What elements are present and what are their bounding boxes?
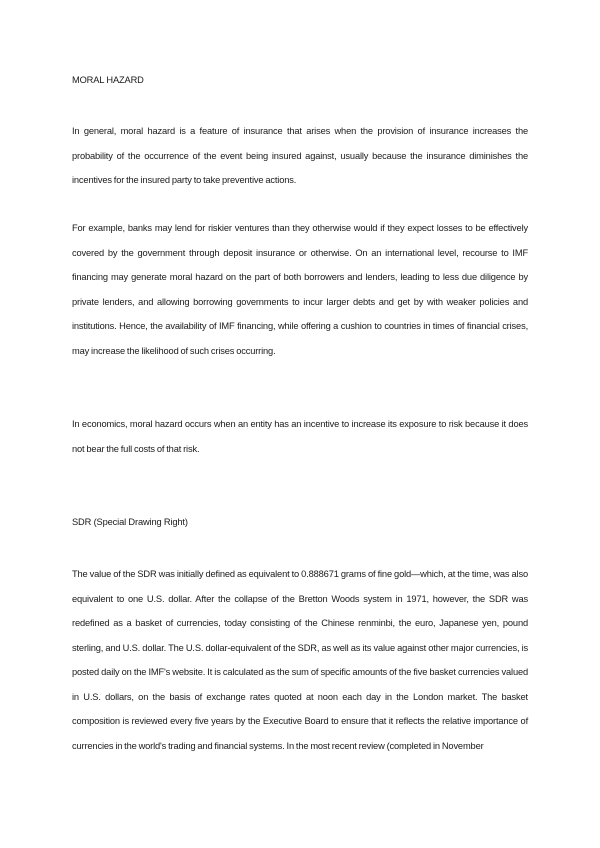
section-heading-sdr: SDR (Special Drawing Right) bbox=[72, 517, 188, 527]
paragraph-sdr-value: The value of the SDR was initially defined as equivalent to 0.888671 grams of fine gold—which, at the time, was also equivalent to one U.S. dollar. After the collapse of the Bretton Woods system in 1971, however, the SDR was redefined as a basket of currencies, today consisting of the Chinese renminbi, the euro, Japanese yen, pound sterling, and U.S. dollar. The U.S. dollar-equivalent of the SDR, as well as its value against other major currencies, is posted daily on the IMF's website. It is calculated as the sum of specific amounts of the five basket currencies valued in U.S. dollars, on the basis of exchange rates quoted at noon each day in the London market. The basket composition is reviewed every five years by the Executive Board to ensure that it reflects the relative importance of currencies in the world's trading and financial systems. In the most recent review (completed in November bbox=[72, 569, 528, 751]
paragraph-moral-hazard-economics: In economics, moral hazard occurs when an entity has an incentive to increase its exposure to risk because it does not bear the full costs of that risk. bbox=[72, 419, 528, 454]
section-heading-moral-hazard: MORAL HAZARD bbox=[72, 75, 144, 85]
paragraph-moral-hazard-definition: In general, moral hazard is a feature of insurance that arises when the provision of insurance increases the probability of the occurrence of the event being insured against, usually because the insurance diminishes the incentives for the insured party to take preventive actions. bbox=[72, 126, 528, 185]
paragraph-moral-hazard-example: For example, banks may lend for riskier ventures than they otherwise would if they expect losses to be effectively covered by the government through deposit insurance or otherwise. On an international level, recourse to IMF financing may generate moral hazard on the part of both borrowers and lenders, leading to less due diligence by private lenders, and allowing borrowing governments to incur larger debts and get by with weaker policies and institutions. Hence, the availability of IMF financing, while offering a cushion to countries in times of financial crises, may increase the likelihood of such crises occurring. bbox=[72, 223, 528, 356]
